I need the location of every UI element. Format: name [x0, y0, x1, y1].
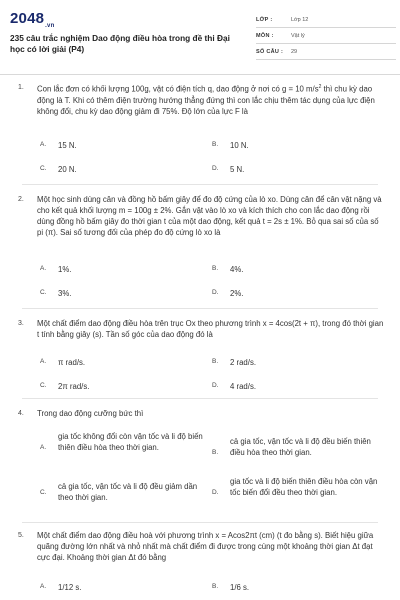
option-label: B.	[212, 358, 219, 365]
option-text: cả gia tốc, vận tốc và li độ đều giảm dần theo thời gian.	[58, 482, 198, 502]
option-label: D.	[212, 489, 219, 496]
option-text: 2π rad/s.	[58, 382, 90, 391]
question-divider	[22, 184, 378, 185]
question-number: 3.	[18, 320, 24, 327]
option-text: 1/12 s.	[58, 583, 82, 592]
meta-key: LỚP :	[256, 17, 273, 23]
meta-question-count	[256, 44, 396, 60]
question-text: Một học sinh dùng cân và đồng hồ bấm giây để đo độ cứng của lò xo. Dùng cân để cân vật nặng và cho kết quả khối lượng m = 100g ± 2%. Gắn vật vào lò xo và kích thích cho con lắc dao động rồi dùng đồng hồ bấm giây đo thời gian t của một dao động, kết quả t = 2s ± 1%. Bỏ qua sai số của số pi (π). Sai số tương đối của phép đo độ cứng lò xo là	[37, 195, 382, 237]
header-divider	[0, 74, 400, 75]
option-label: D.	[212, 289, 219, 296]
question-divider	[22, 398, 378, 399]
superscript: 2	[318, 84, 322, 90]
option-text: 15 N.	[58, 141, 77, 150]
question-divider	[22, 522, 378, 523]
document-header	[8, 8, 392, 72]
document-title: 235 câu trắc nghiệm Dao động điều hòa trong đề thi Đại học có lời giải (P4)	[10, 33, 230, 54]
meta-value: Vật lý	[291, 33, 305, 39]
question-text-part: Con lắc đơn có khối lượng 100g, vật có điện tích q, dao động ở nơi có g = 10 m/s	[37, 84, 319, 94]
logo-text: 2048	[10, 10, 45, 27]
option-text: gia tốc không đổi còn vận tốc và li độ biến thiên điều hòa theo thời gian.	[58, 432, 203, 452]
option-label: C.	[40, 165, 47, 172]
option-label: A.	[40, 444, 47, 451]
option-text: 5 N.	[230, 165, 245, 174]
option-label: C.	[40, 489, 47, 496]
option-label: B.	[212, 449, 219, 456]
option-text: 2 rad/s.	[230, 358, 257, 367]
question-divider	[22, 308, 378, 309]
option-label: D.	[212, 382, 219, 389]
option-text: 4%.	[230, 265, 244, 274]
meta-subject	[256, 28, 396, 44]
question-text: Một chất điểm dao động điều hòa trên trục Ox theo phương trình x = 4cos(2t + π), trong đó thời gian t tính bằng giây (s). Tần số góc của dao động đó là	[37, 319, 384, 339]
option-text: 2%.	[230, 289, 244, 298]
document-meta	[256, 12, 396, 60]
question-text: Trong dao động cưỡng bức thì	[37, 409, 144, 418]
option-label: A.	[40, 141, 47, 148]
meta-value: Lớp 12	[291, 17, 309, 23]
option-label: A.	[40, 583, 47, 590]
option-label: A.	[40, 265, 47, 272]
option-label: C.	[40, 289, 47, 296]
option-text: 1%.	[58, 265, 72, 274]
meta-class	[256, 12, 396, 28]
option-text: 3%.	[58, 289, 72, 298]
question-text-part: thì chu kỳ dao động là T. Khi có thêm điện trường hướng thẳng đứng thì con lắc chịu thêm tác dụng của lực điện không đổi, chu kỳ dao động giảm đi 75%. Độ lớn của lực F là	[37, 84, 375, 116]
site-logo[interactable]	[10, 10, 54, 29]
option-label: B.	[212, 141, 219, 148]
meta-key: SỐ CÂU :	[256, 49, 284, 55]
question-text	[37, 82, 385, 117]
option-label: B.	[212, 583, 219, 590]
logo-suffix: .vn	[45, 23, 55, 29]
option-text: 1/6 s.	[230, 583, 250, 592]
meta-key: MÔN :	[256, 33, 274, 39]
option-label: C.	[40, 382, 47, 389]
option-label: A.	[40, 358, 47, 365]
option-label: D.	[212, 165, 219, 172]
question-number: 5.	[18, 532, 24, 539]
question-number: 1.	[18, 84, 24, 91]
question-text: Một chất điểm dao động điều hoà với phương trình x = Acos2πt (cm) (t đo bằng s). Biết hiệu giữa quãng đường lớn nhất và nhỏ nhất mà chất điểm đi được trong cùng một khoảng thời gian Δt đạt cực đại. Khoảng thời gian Δt đó bằng	[37, 531, 374, 562]
meta-value: 29	[291, 49, 298, 55]
option-text: gia tốc và li độ biến thiên điều hòa còn vận tốc biến đổi đều theo thời gian.	[230, 477, 378, 497]
option-label: B.	[212, 265, 219, 272]
option-text: 20 N.	[58, 165, 77, 174]
option-text: cả gia tốc, vận tốc và li độ đều biến thiên điều hòa theo thời gian.	[230, 437, 371, 457]
question-number: 4.	[18, 410, 24, 417]
question-number: 2.	[18, 196, 24, 203]
option-text: 10 N.	[230, 141, 249, 150]
option-text: 4 rad/s.	[230, 382, 257, 391]
option-text: π rad/s.	[58, 358, 86, 367]
